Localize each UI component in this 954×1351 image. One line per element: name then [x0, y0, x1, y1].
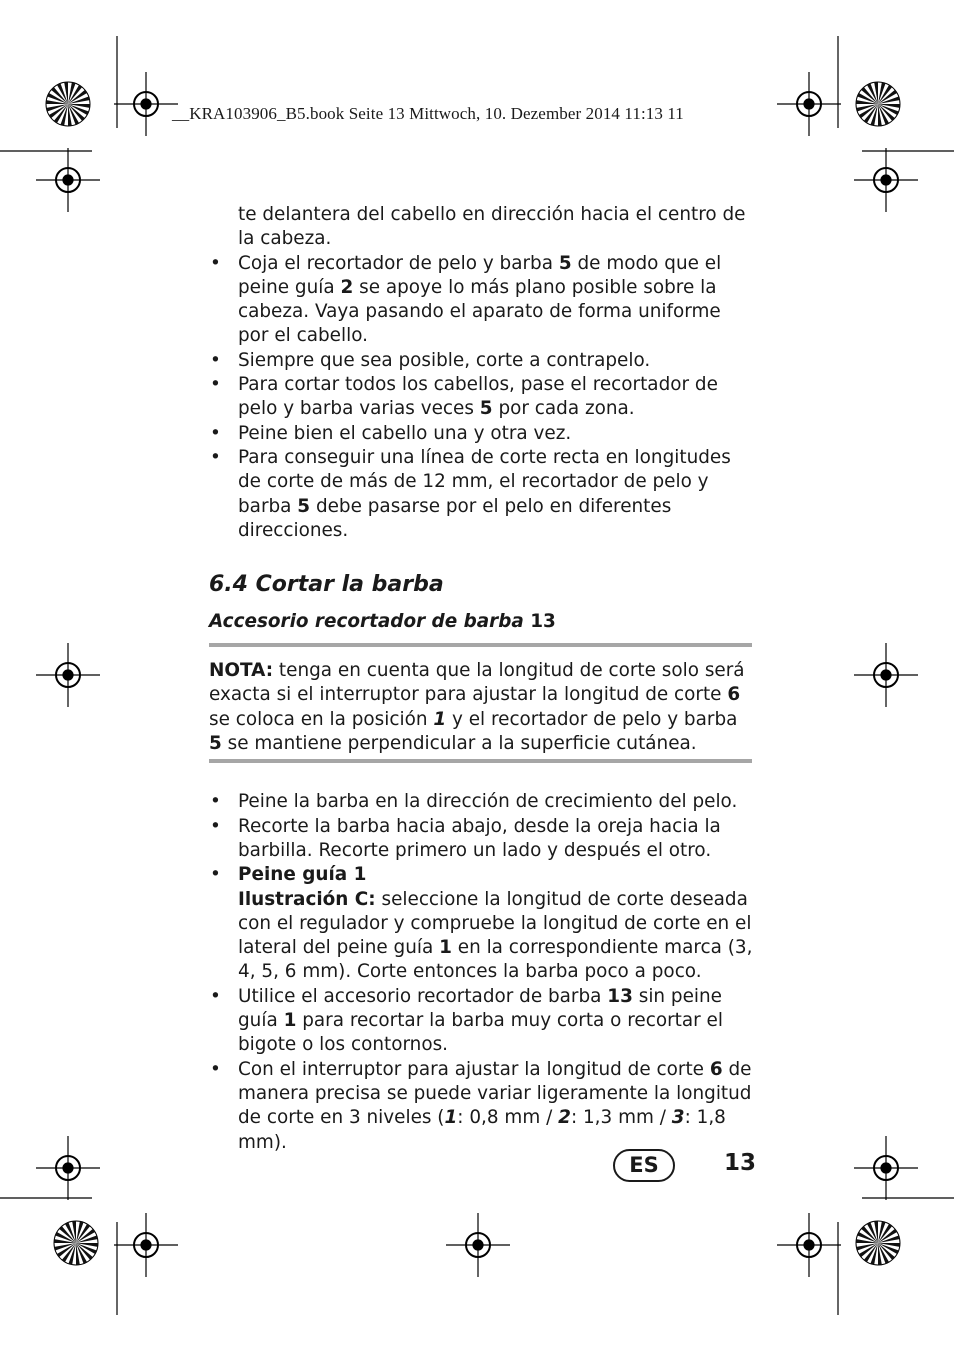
page-content	[209, 203, 754, 1155]
star-target-mark	[46, 82, 90, 126]
list-item: • Peine la barba en la dirección de crecimiento del pelo.	[209, 790, 754, 814]
list-haircut	[209, 252, 754, 544]
list-item: • Utilice el accesorio recortador de barba 13 sin peine guía 1 para recortar la barba muy corta o recortar el bigote o los contornos.	[209, 985, 754, 1058]
star-target-mark	[856, 1221, 900, 1265]
note-label: NOTA:	[209, 660, 274, 682]
print-header: __KRA103906_B5.book Seite 13 Mittwoch, 10. Dezember 2014 11:13 11	[172, 104, 684, 123]
list-item: • Peine guía 1 Ilustración C: seleccione la longitud de corte deseada con el regulador y compruebe la longitud de corte en el lateral del peine guía 1 en la correspondiente marca (3, 4, 5, 6 mm). Corte entonces la barba poco a poco.	[209, 863, 754, 984]
registration-mark	[36, 1136, 100, 1200]
registration-mark	[777, 72, 841, 136]
list-item: • Coja el recortador de pelo y barba 5 de modo que el peine guía 2 se apoye lo más plano posible sobre la cabeza. Vaya pasando el aparato de forma uniforme por el cabello.	[209, 252, 754, 349]
subsection-title: Accesorio recortador de barba 13	[209, 611, 556, 633]
registration-mark	[114, 1213, 178, 1277]
list-item: • Con el interruptor para ajustar la longitud de corte 6 de manera precisa se puede variar ligeramente la longitud de corte en 3 niveles (1: 0,8 mm / 2: 1,3 mm / 3: 1,8 mm).	[209, 1058, 754, 1155]
registration-mark	[777, 1213, 841, 1277]
list-item: • Siempre que sea posible, corte a contrapelo.	[209, 349, 754, 373]
registration-mark	[114, 72, 178, 136]
list-beard	[209, 790, 754, 1154]
registration-mark	[36, 148, 100, 212]
registration-mark	[36, 643, 100, 707]
section-title: 6.4 Cortar la barba	[209, 572, 444, 598]
list-item: • Para conseguir una línea de corte recta en longitudes de corte de más de 12 mm, el recortador de pelo y barba 5 debe pasarse por el pelo en diferentes direcciones.	[209, 446, 754, 543]
intro-continuation: te delantera del cabello en dirección hacia el centro de la cabeza.	[238, 204, 746, 250]
page-number: 13	[724, 1150, 757, 1176]
list-item: • Peine bien el cabello una y otra vez.	[209, 422, 754, 446]
note-box: NOTA: tenga en cuenta que la longitud de corte solo será exacta si el interruptor para ajustar la longitud de corte 6 se coloca en la posición 1 y el recortador de pelo y barba 5 se mantiene perpendicular a la superficie cutánea.	[209, 643, 752, 763]
registration-mark	[854, 643, 918, 707]
registration-mark	[854, 148, 918, 212]
registration-mark	[446, 1213, 510, 1277]
language-badge: ES	[613, 1149, 675, 1182]
list-item: • Para cortar todos los cabellos, pase el recortador de pelo y barba varias veces 5 por cada zona.	[209, 373, 754, 422]
star-target-mark	[54, 1221, 98, 1265]
star-target-mark	[856, 82, 900, 126]
registration-mark	[854, 1136, 918, 1200]
list-item: • Recorte la barba hacia abajo, desde la oreja hacia la barbilla. Recorte primero un lado y después el otro.	[209, 815, 754, 864]
